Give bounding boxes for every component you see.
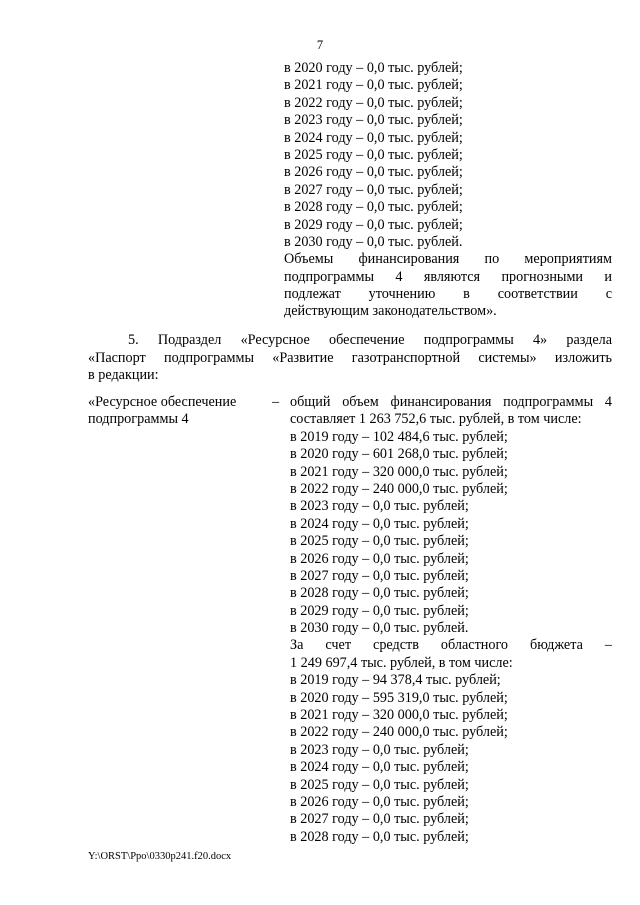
value-line: в 2027 году – 0,0 тыс. рублей;	[290, 567, 469, 584]
note-line: подпрограммы 4 являются прогнозными и	[284, 268, 612, 285]
value-line: в 2023 году – 0,0 тыс. рублей;	[290, 741, 469, 758]
funding-line: в 2027 году – 0,0 тыс. рублей;	[284, 181, 463, 198]
value-line: в 2026 году – 0,0 тыс. рублей;	[290, 550, 469, 567]
value-line: в 2029 году – 0,0 тыс. рублей;	[290, 602, 469, 619]
value-line: в 2019 году – 94 378,4 тыс. рублей;	[290, 672, 501, 689]
file-path-footer: Y:\ORST\Ppo\0330p241.f20.docx	[88, 851, 232, 862]
value-line: составляет 1 263 752,6 тыс. рублей, в том числе:	[290, 411, 582, 428]
value-line: в 2022 году – 240 000,0 тыс. рублей;	[290, 724, 508, 741]
table-label-cell	[88, 394, 263, 429]
table-value-cell	[290, 394, 612, 846]
value-line: в 2030 году – 0,0 тыс. рублей.	[290, 620, 469, 637]
note-line: действующим законодательством».	[284, 303, 497, 320]
paragraph-line: «Паспорт подпрограммы «Развитие газотранспортной системы» изложить	[88, 349, 612, 366]
funding-line: в 2029 году – 0,0 тыс. рублей;	[284, 216, 463, 233]
value-line: в 2024 году – 0,0 тыс. рублей;	[290, 515, 469, 532]
value-line: общий объем финансирования подпрограммы 4	[290, 394, 612, 410]
funding-line: в 2030 году – 0,0 тыс. рублей.	[284, 233, 463, 250]
table-dash: –	[272, 394, 280, 410]
value-line: в 2023 году – 0,0 тыс. рублей;	[290, 498, 469, 515]
value-line: в 2026 году – 0,0 тыс. рублей;	[290, 793, 469, 810]
value-line: в 2021 году – 320 000,0 тыс. рублей;	[290, 707, 508, 724]
value-line: в 2024 году – 0,0 тыс. рублей;	[290, 759, 469, 776]
funding-continuation-block	[284, 60, 612, 321]
page-number: 7	[316, 38, 324, 52]
value-line: в 2021 году – 320 000,0 тыс. рублей;	[290, 463, 508, 480]
value-line: в 2027 году – 0,0 тыс. рублей;	[290, 811, 469, 828]
amendment-paragraph	[88, 332, 612, 385]
value-line: 1 249 697,4 тыс. рублей, в том числе:	[290, 654, 513, 671]
forecast-note	[284, 251, 612, 321]
note-line: подлежат уточнению в соответствии с	[284, 286, 612, 303]
value-line: в 2022 году – 240 000,0 тыс. рублей;	[290, 480, 508, 497]
funding-line: в 2021 году – 0,0 тыс. рублей;	[284, 77, 463, 94]
funding-line: в 2023 году – 0,0 тыс. рублей;	[284, 112, 463, 129]
note-line: Объемы финансирования по мероприятиям	[284, 251, 612, 268]
funding-line: в 2025 году – 0,0 тыс. рублей;	[284, 146, 463, 163]
paragraph-line: 5. Подраздел «Ресурсное обеспечение подпрограммы 4» раздела	[128, 332, 612, 348]
label-line: «Ресурсное обеспечение	[88, 394, 237, 410]
value-line: в 2025 году – 0,0 тыс. рублей;	[290, 533, 469, 550]
value-line: в 2019 году – 102 484,6 тыс. рублей;	[290, 428, 508, 445]
funding-line: в 2022 году – 0,0 тыс. рублей;	[284, 94, 463, 111]
funding-line: в 2026 году – 0,0 тыс. рублей;	[284, 164, 463, 181]
funding-line: в 2028 году – 0,0 тыс. рублей;	[284, 199, 463, 216]
paragraph-line: в редакции:	[88, 367, 159, 384]
value-line: в 2028 году – 0,0 тыс. рублей;	[290, 828, 469, 845]
value-line: За счет средств областного бюджета –	[290, 637, 612, 654]
value-line: в 2020 году – 601 268,0 тыс. рублей;	[290, 446, 508, 463]
label-line: подпрограммы 4	[88, 411, 189, 428]
funding-line: в 2020 году – 0,0 тыс. рублей;	[284, 60, 463, 76]
funding-line: в 2024 году – 0,0 тыс. рублей;	[284, 129, 463, 146]
value-line: в 2020 году – 595 319,0 тыс. рублей;	[290, 689, 508, 706]
value-line: в 2028 году – 0,0 тыс. рублей;	[290, 585, 469, 602]
value-line: в 2025 году – 0,0 тыс. рублей;	[290, 776, 469, 793]
